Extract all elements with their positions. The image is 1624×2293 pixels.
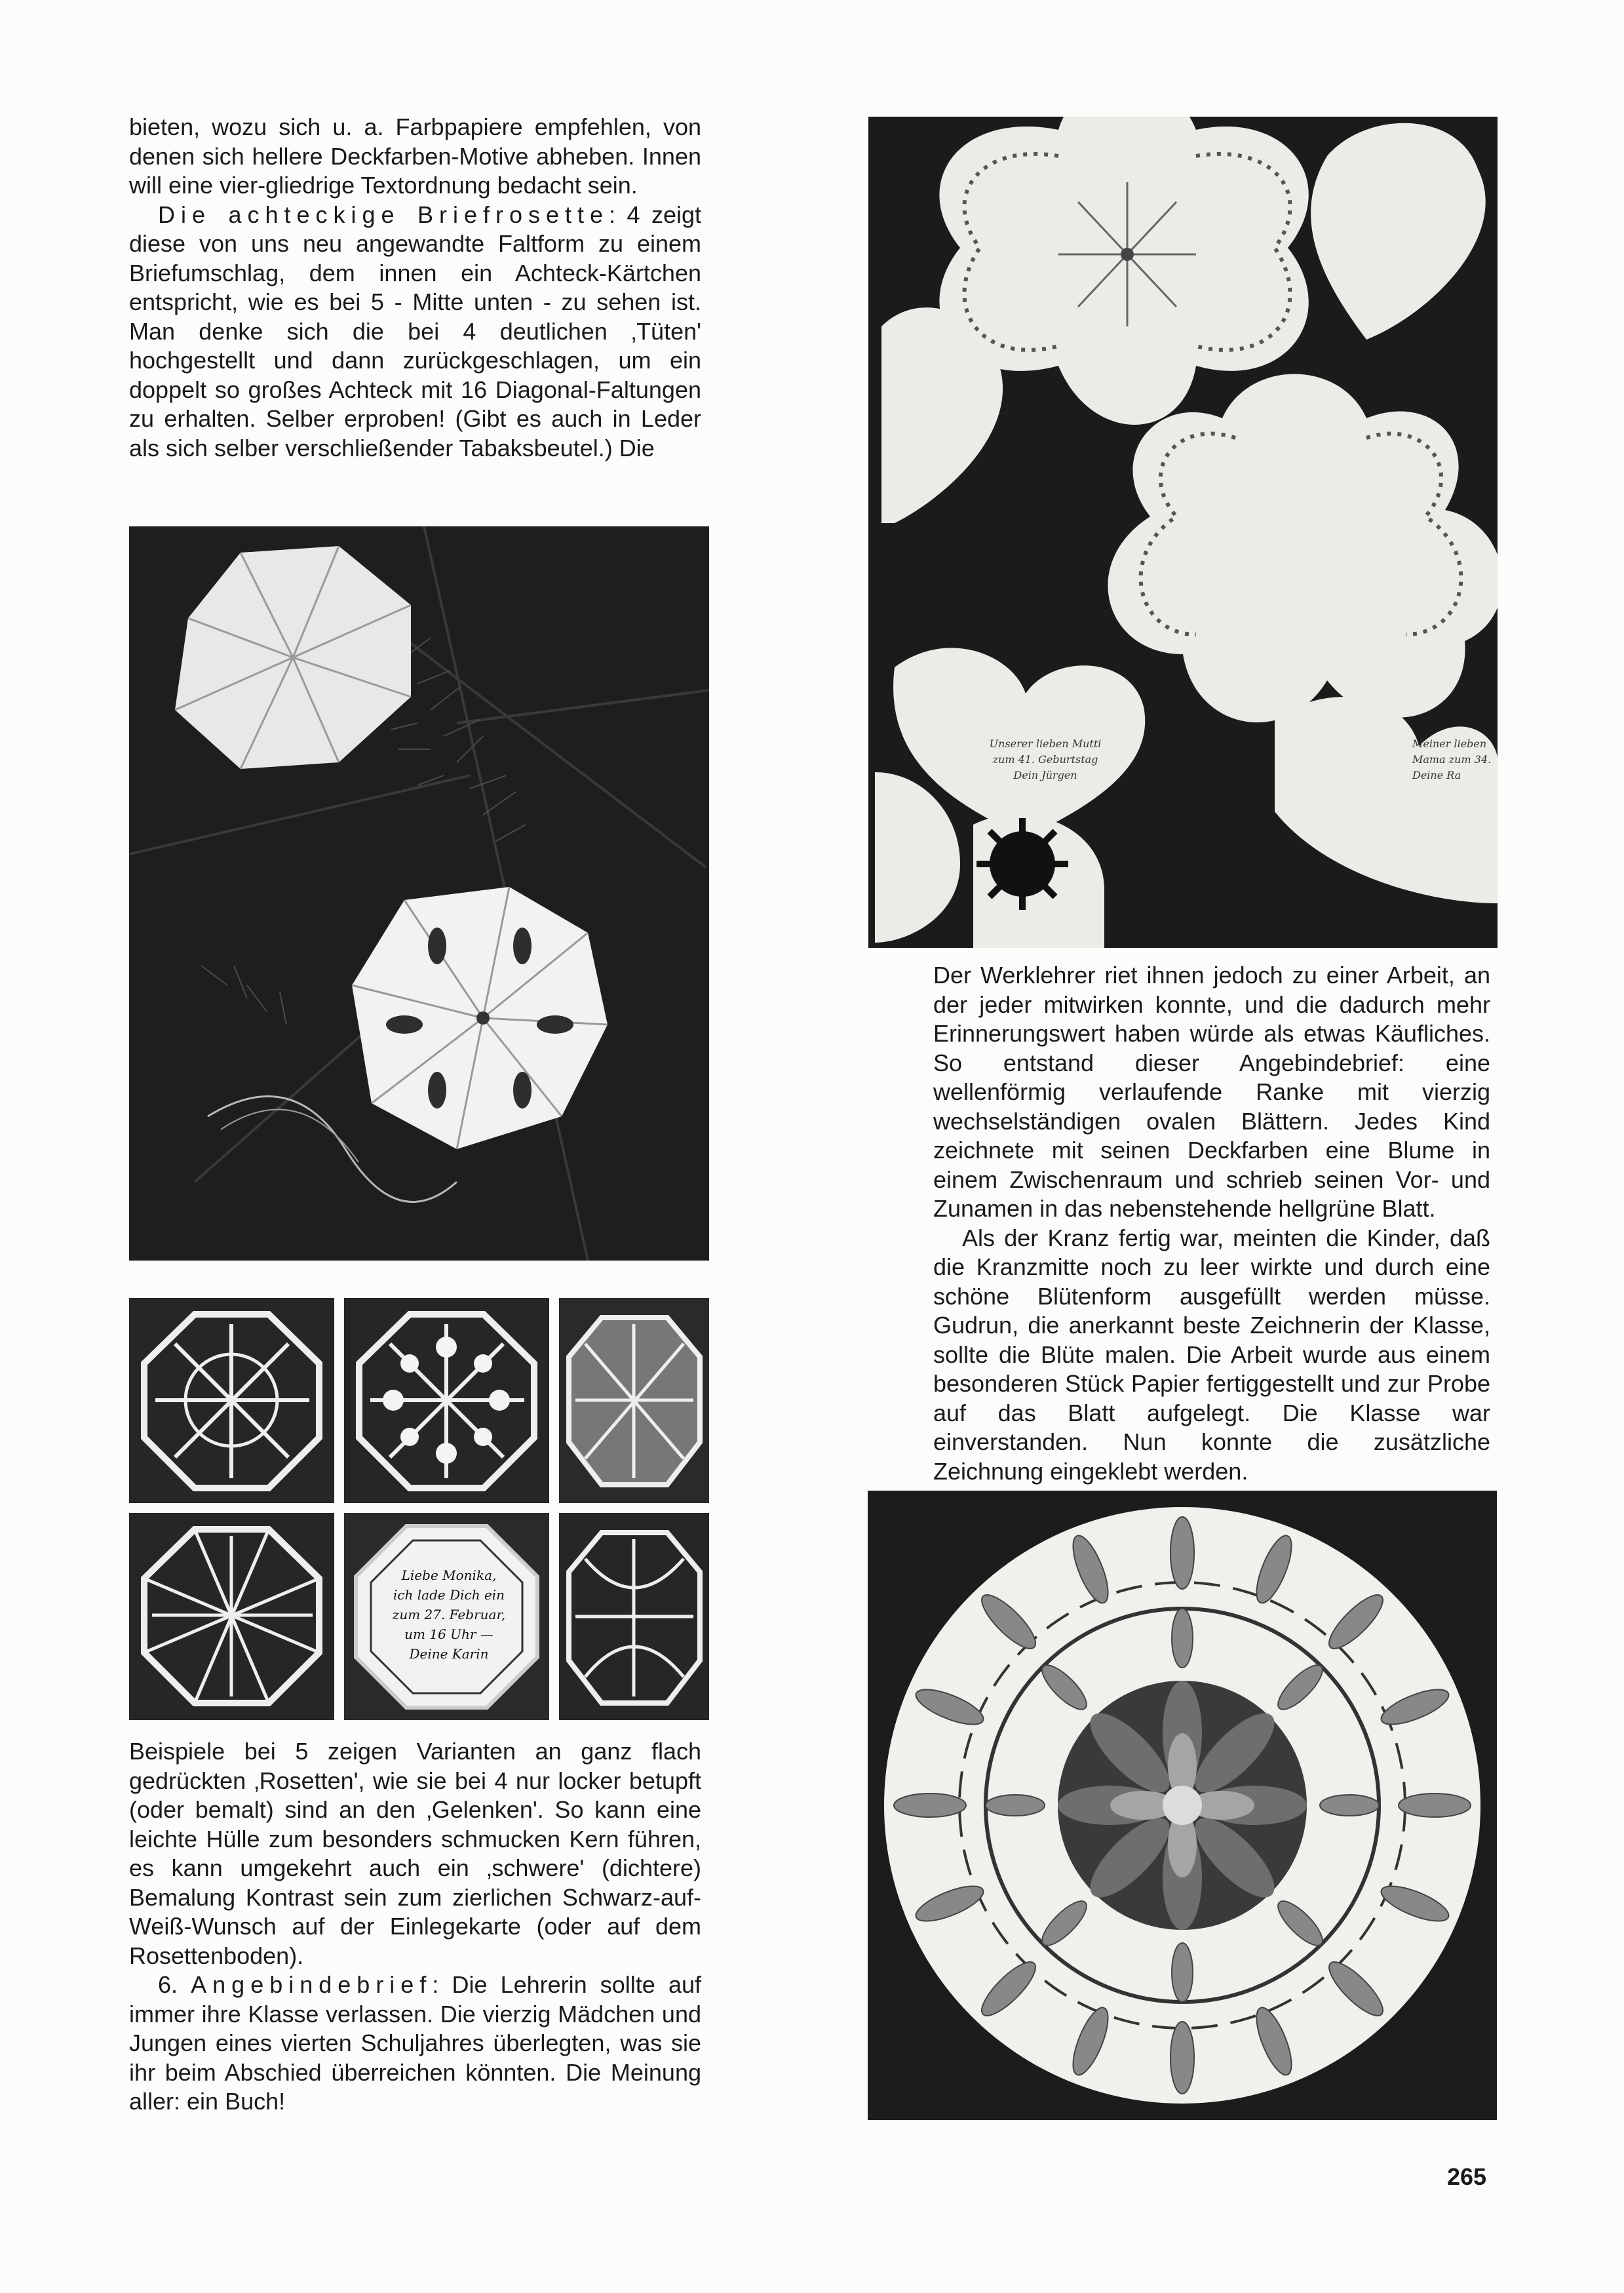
thumbnail-octagon-4 (129, 1513, 334, 1720)
card-text-line: Deine Karin (409, 1646, 489, 1662)
wreath-graphic (868, 1491, 1497, 2120)
page-number: 265 (1447, 2163, 1487, 2190)
thumbnail-octagon-1 (129, 1298, 334, 1503)
paragraph-examples: Beispiele bei 5 zeigen Varianten an ganz flach gedrückten ‚Rosetten', wie sie bei 4 nur locker betupft (oder bemalt) sind an den ‚Gelenken'. So kann eine leichte Hülle zum besonders schmucken Kern führen, es kann umgekehrt auch ein ‚schwere' (dichtere) Bemalung Kontrast sein zum zierlichen Schwarz-auf-Weiß-Wunsch auf der Einlegekarte (oder auf dem Rosettenboden). (129, 1738, 701, 1969)
paragraph-briefrosette: Die achteckige Briefrosette: 4 zeigt diese von uns neu angewandte Faltform zu einem Briefumschlag, dem innen ein Achteck-Kärtchen entspricht, wie es bei 5 - Mitte unten - zu sehen ist. Man denke sich die bei 4 deutlichen ‚Tüten' hochgestellt und dann zurückgeschlagen, um ein doppelt so großes Achteck mit 16 Diagonal-Faltungen zu erhalten. Selber erproben! (Gibt es auch in Leder als sich selber verschließender Tabaksbeutel.) Die (129, 201, 701, 461)
right-column-text (933, 961, 1490, 1486)
paragraph-werklehrer: Der Werklehrer riet ihnen jedoch zu einer Arbeit, an der jeder mitwirken konnte, und die dadurch mehr Erinnerungswert haben würde als etwas Käufliches. So entstand dieser Angebindebrief: eine wellenförmig verlaufende Ranke mit vierzig wechselständigen ovalen Blättern. Jedes Kind zeichnete mit seinen Deckfarben eine Blume in einem Zwischenraum und schrieb seinen Vor- und Zunamen in das nebenstehende hellgrüne Blatt. (933, 962, 1490, 1222)
paragraph-kranz: Als der Kranz fertig war, meinten die Kinder, daß die Kranzmitte noch zu leer wirkte und durch eine schöne Blütenform ausgefüllt werden müsse. Gudrun, die anerkannt beste Zeichnerin der Klasse, sollte die Blüte malen. Die Arbeit wurde aus einem besonderen Stück Papier fertiggestellt und zur Probe auf das Blatt aufgelegt. Die Klasse war einverstanden. Nun konnte die zusätzliche Zeichnung eingeklebt werden. (933, 1224, 1490, 1485)
heart-card-text-bottom-left: Unserer lieben Mutti zum 41. Geburtstag Dein Jürgen (989, 737, 1102, 781)
octagon-star-graphic (559, 1298, 709, 1503)
octagon-pattern-graphic (129, 1298, 334, 1503)
octagon-lines-graphic (129, 1513, 334, 1720)
card-text-line: um 16 Uhr — (404, 1626, 493, 1642)
photo-heart-cards (868, 117, 1498, 948)
thumbnail-octagon-6 (559, 1513, 709, 1720)
card-text-block (383, 1565, 514, 1664)
octagon-arcs-graphic (559, 1513, 709, 1720)
heart-card-text-bottom-right: Meiner lieben Mama zum 34. Deine Ra (1412, 737, 1492, 781)
left-column-top-text (129, 113, 701, 463)
paragraph-top: bieten, wozu sich u. a. Farbpapiere empfehlen, von denen sich hellere Deckfarben-Motive abheben. Innen will eine vier-gliedrige Textordnung bedacht sein. (129, 113, 701, 199)
rosette-photo-graphic (129, 526, 709, 1261)
octagon-dots-graphic (344, 1298, 549, 1503)
photo-angebindebrief-wreath (868, 1491, 1497, 2120)
heading-briefrosette: Die achteckige Briefrosette (158, 201, 609, 228)
thumbnail-invitation-card (344, 1513, 549, 1720)
heart-cards-graphic (868, 117, 1498, 948)
card-text-line: zum 27. Februar, (392, 1607, 506, 1622)
paragraph-angebindebrief: 6. Angebindebrief: Die Lehrerin sollte auf immer ihre Klasse verlassen. Die vierzig Mädchen und Jungen eines vierten Schuljahres überlegten, was sie ihr beim Abschied überreichen könnten. Die Meinung aller: ein Buch! (129, 1971, 701, 2115)
card-text-line: Liebe Monika, (401, 1567, 497, 1583)
left-column-bottom-text (129, 1737, 701, 2117)
card-text-line: ich lade Dich ein (393, 1587, 505, 1603)
photo-briefrosetten-fir-branch (129, 526, 709, 1261)
heading-angebindebrief: Angebindebrief (191, 1971, 433, 1998)
thumbnail-octagon-3 (559, 1298, 709, 1503)
thumbnail-octagon-2 (344, 1298, 549, 1503)
